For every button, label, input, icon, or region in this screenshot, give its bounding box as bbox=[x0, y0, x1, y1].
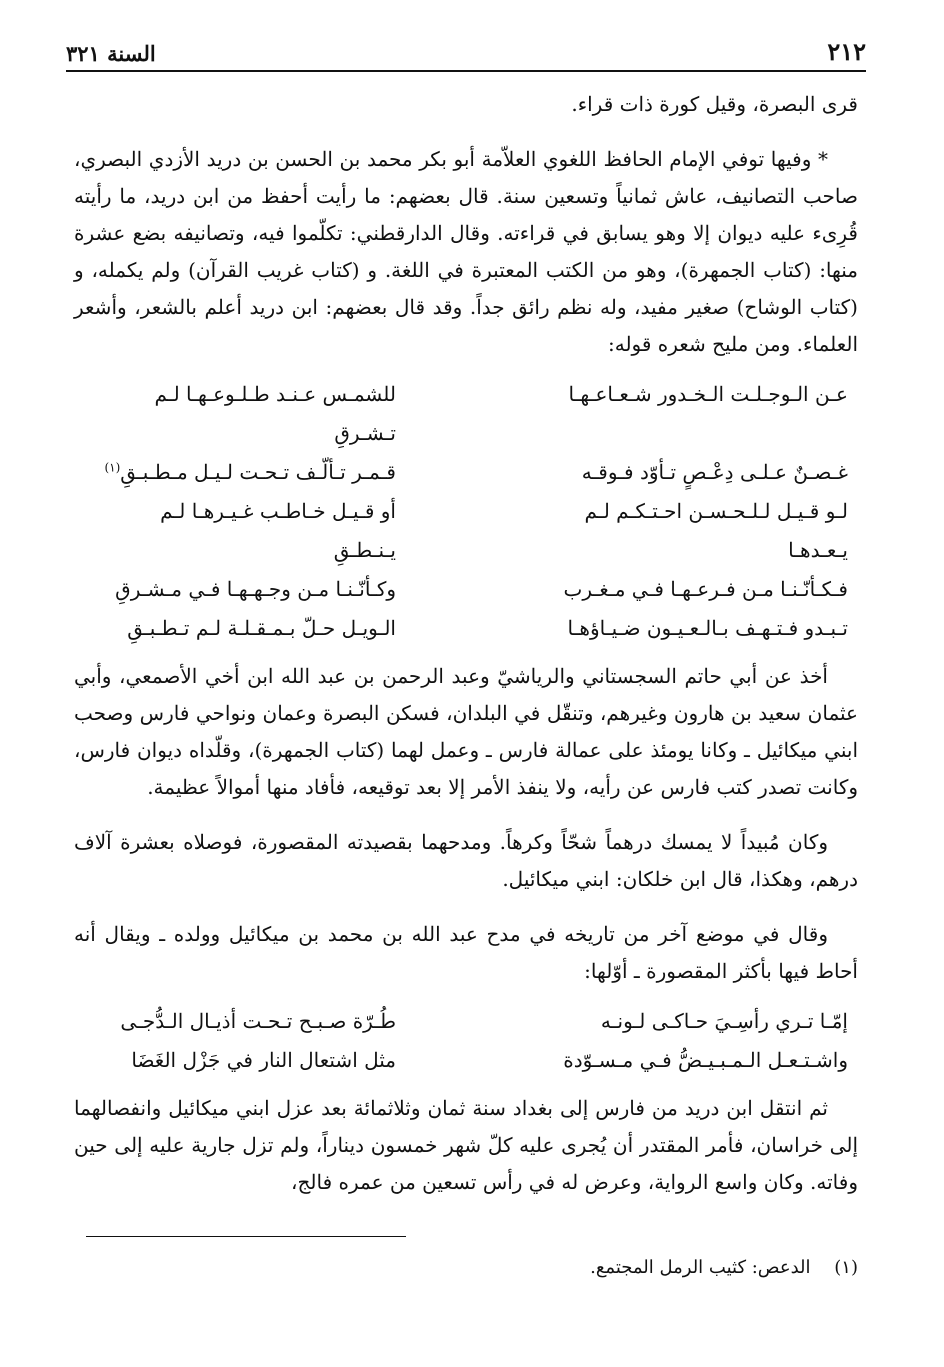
footnote-divider bbox=[86, 1236, 406, 1237]
poem-verse bbox=[74, 1041, 858, 1080]
poem-verse bbox=[74, 492, 858, 570]
verse-second-hemistich: طُـرّة صـبـح تـحـت أذيـال الـدُّجـى bbox=[120, 1009, 396, 1033]
footnote-marker: (١) bbox=[104, 460, 121, 475]
poem-verse bbox=[74, 570, 858, 609]
running-title: السنة ٣٢١ bbox=[66, 41, 156, 66]
page-header bbox=[66, 30, 866, 72]
poem-verse bbox=[74, 609, 858, 648]
verse-first-hemistich: لـو قـيـل لـلـحـسـن احـتـكـم لـم يـعـدهـا bbox=[584, 499, 848, 562]
verse-second-hemistich: الـويـل حـلّ بـمـقـلـة لـم تـطـبـقِ bbox=[127, 616, 396, 640]
verse-second-hemistich: وكـأنّـنـا مـن وجـهـهـا فـي مـشـرقِ bbox=[115, 577, 396, 601]
poem-verse bbox=[74, 375, 858, 453]
verse-second-hemistich: مثل اشتعال النار في جَزْل الغَضَا bbox=[131, 1048, 396, 1072]
paragraph: * وفيها توفي الإمام الحافظ اللغوي العلاّمة أبو بكر محمد بن الحسن بن دريد الأزدي البصري، صاحب التصانيف، عاش ثمانياً وتسعين سنة. قال بعضهم: ما رأيت أحفظ من ابن دريد، ما رأيته قُرِىء عليه ديوان إلا وهو يسابق في قراءته. وقال الدارقطني: تكلّموا فيه، وتصانيفه بضع عشرة منها: (كتاب الجمهرة)، وهو من الكتب المعتبرة في اللغة. و (كتاب غريب القرآن) ولم يكمله، و (كتاب الوشاح) صغير مفيد، وله نظم رائق جداً. وقد قال بعضهم: ابن دريد أعلم بالشعر، وأشعر العلماء. ومن مليح شعره قوله: bbox=[74, 147, 858, 356]
verse-text: قـمـر تـألّـف تـحـت لـيـل مـطـبـقِ bbox=[120, 460, 396, 484]
verse-second-hemistich: للشمـس عـنـد طـلـوعـهـا لـم تـشـرقِ bbox=[154, 382, 396, 445]
verse-first-hemistich: غـصـنٌ عـلـى دِعْـصٍ تـأوّد فـوقـه bbox=[581, 460, 848, 484]
page-number: ٢١٢ bbox=[827, 37, 866, 66]
verse-first-hemistich: تـبـدو فـتـهـف بـالـعـيـون ضـيـاؤهـا bbox=[567, 616, 848, 640]
footnote-number: (١) bbox=[834, 1257, 858, 1278]
paragraph: وقال في موضع آخر من تاريخه في مدح عبد الله بن محمد بن ميكائيل وولده ـ ويقال أنه أحاط فيها بأكثر المقصورة ـ أوّلها: bbox=[74, 922, 858, 983]
verse-first-hemistich: إمّـا تـري رأسِـيَ حـاكـى لـونـه bbox=[600, 1009, 848, 1033]
verse-first-hemistich: فـكـأنّـنـا مـن فـرعـهـا فـي مـغـرب bbox=[563, 577, 848, 601]
verse-first-hemistich: عـن الـوجـلـت الـخـدور شـعـاعـهـا bbox=[568, 382, 848, 406]
paragraph: أخذ عن أبي حاتم السجستاني والرياشيّ وعبد الرحمن بن عبد الله ابن أخي الأصمعي، وأبي عثمان سعيد بن هارون وغيرهم، وتنقّل في البلدان، فسكن البصرة وعمان ونواحي فارس وصحب ابني ميكائيل ـ وكانا يومئذ على عمالة فارس ـ وعمل لهما (كتاب الجمهرة)، وقلّداه ديوان فارس، وكانت تصدر كتب فارس عن رأيه، ولا ينفذ الأمر إلا بعد توقيعه، فأفاد منها أموالاً عظيمة. bbox=[74, 664, 858, 799]
footnote bbox=[86, 1253, 858, 1283]
paragraph: ثم انتقل ابن دريد من فارس إلى بغداد سنة ثمان وثلاثمائة بعد عزل ابني ميكائيل وانفصالهما إلى خراسان، فأمر المقتدر أن يُجرى عليه كلّ شهر خمسون ديناراً، ولم تزل جارية عليه إلى حين وفاته. وكان واسع الرواية، وعرض له في رأس تسعين من عمره فالج، bbox=[74, 1096, 858, 1194]
paragraph: قرى البصرة، وقيل كورة ذات قراء. bbox=[571, 92, 858, 116]
verse-second-hemistich bbox=[96, 453, 396, 492]
verse-first-hemistich: واشـتـعـل الـمـبـيـضُّ فـي مـسـوّدة bbox=[563, 1048, 848, 1072]
poem-2 bbox=[74, 1002, 858, 1080]
footnote-text: الدعص: كثيب الرمل المجتمع. bbox=[590, 1257, 811, 1278]
poem-verse bbox=[74, 1002, 858, 1041]
page-body bbox=[74, 86, 858, 1201]
paragraph: وكان مُبيداً لا يمسك درهماً شحّاً وكرهاً. ومدحهما بقصيدته المقصورة، فوصلاه بعشرة آلاف درهم، وهكذا، قال ابن خلكان: ابني ميكائيل. bbox=[74, 830, 858, 891]
poem-1 bbox=[74, 375, 858, 648]
poem-verse bbox=[74, 453, 858, 492]
verse-second-hemistich: أو قـيـل خـاطـب غـيـرهـا لـم يـنـطـقِ bbox=[160, 499, 396, 562]
